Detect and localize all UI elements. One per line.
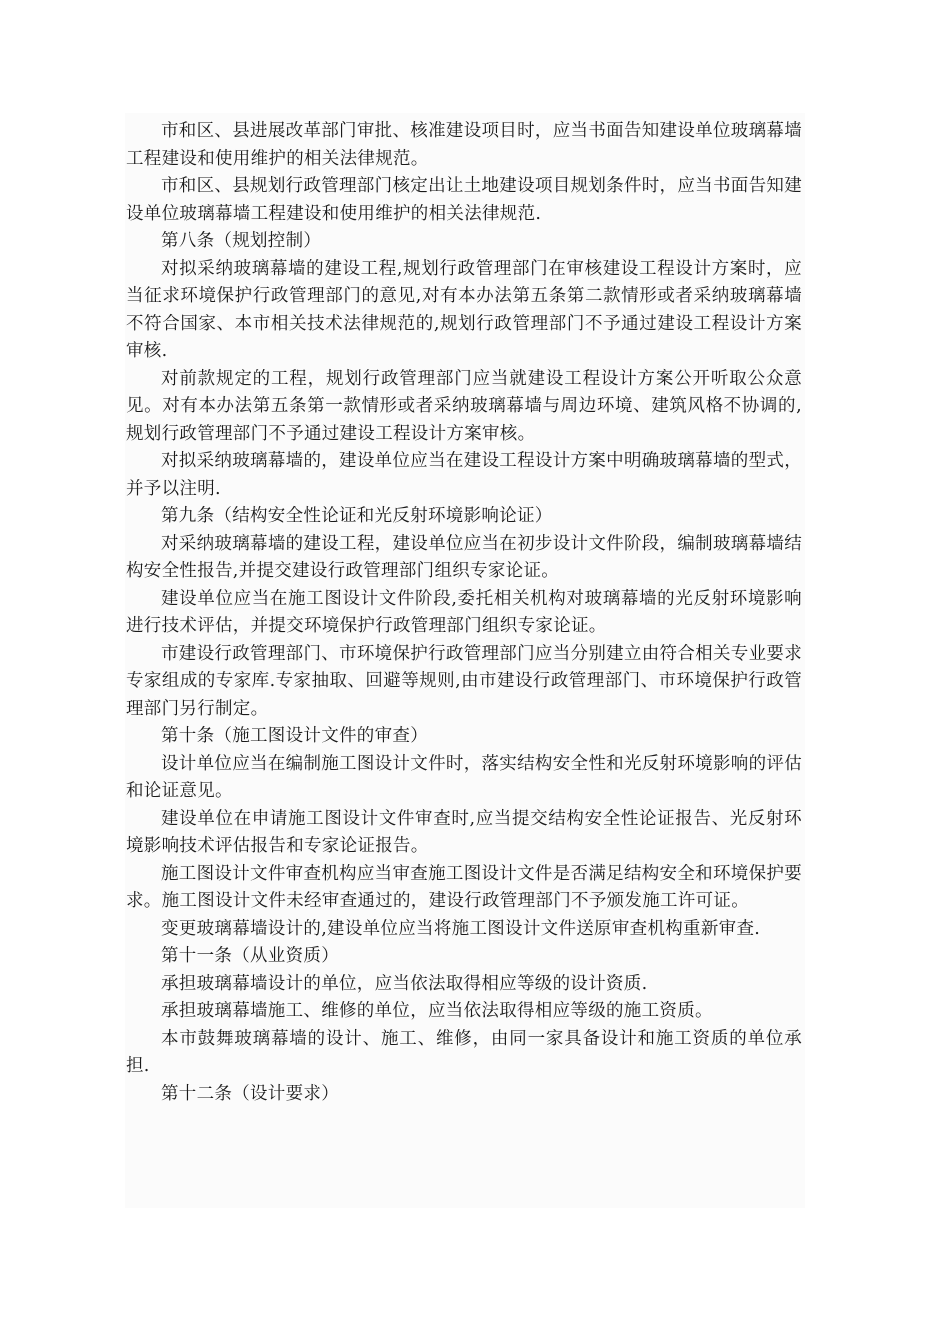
paragraph-light-reflection: 建设单位应当在施工图设计文件阶段,委托相关机构对玻璃幕墙的光反射环境影响进行技术评估，并提交环境保护行政管理部门组织专家论证。 bbox=[126, 588, 802, 636]
paragraph-single-contractor: 本市鼓舞玻璃幕墙的设计、施工、维修，由同一家具备设计和施工资质的单位承担. bbox=[126, 1028, 802, 1076]
document-body bbox=[126, 118, 802, 1108]
paragraph-design-unit: 设计单位应当在编制施工图设计文件时，落实结构安全性和光反射环境影响的评估和论证意见。 bbox=[126, 753, 802, 801]
paragraph-design-change: 变更玻璃幕墙设计的,建设单位应当将施工图设计文件送原审查机构重新审查. bbox=[161, 918, 761, 939]
paragraph-public-opinion: 对前款规定的工程，规划行政管理部门应当就建设工程设计方案公开听取公众意见。对有本办法第五条第一款情形或者采纳玻璃幕墙与周边环境、建筑风格不协调的,规划行政管理部门不予通过建设工程设计方案审核。 bbox=[126, 368, 802, 444]
article-10-heading: 第十条（施工图设计文件的审查） bbox=[161, 726, 428, 746]
article-8-heading: 第八条（规划控制） bbox=[161, 231, 322, 251]
article-9-heading: 第九条（结构安全性论证和光反射环境影响论证） bbox=[161, 506, 553, 526]
paragraph-construction-qualification: 承担玻璃幕墙施工、维修的单位，应当依法取得相应等级的施工资质。 bbox=[161, 1001, 713, 1021]
paragraph-approval-notice: 市和区、县进展改革部门审批、核准建设项目时，应当书面告知建设单位玻璃幕墙工程建设和使用维护的相关法律规范。 bbox=[126, 121, 802, 169]
paragraph-planning-notice: 市和区、县规划行政管理部门核定出让土地建设项目规划条件时，应当书面告知建设单位玻璃幕墙工程建设和使用维护的相关法律规范. bbox=[126, 176, 802, 224]
paragraph-review-application: 建设单位在申请施工图设计文件审查时,应当提交结构安全性论证报告、光反射环境影响技术评估报告和专家论证报告。 bbox=[126, 808, 802, 856]
article-11-heading: 第十一条（从业资质） bbox=[161, 946, 339, 966]
paragraph-design-review: 对拟采纳玻璃幕墙的建设工程,规划行政管理部门在审核建设工程设计方案时，应当征求环境保护行政管理部门的意见,对有本办法第五条第二款情形或者采纳玻璃幕墙不符合国家、本市相关技术法律规范的,规划行政管理部门不予通过建设工程设计方案审核. bbox=[126, 258, 802, 361]
article-12-heading: 第十二条（设计要求） bbox=[161, 1083, 339, 1104]
paragraph-curtain-wall-type: 对拟采纳玻璃幕墙的，建设单位应当在建设工程设计方案中明确玻璃幕墙的型式，并予以注明. bbox=[126, 451, 802, 499]
paragraph-design-qualification: 承担玻璃幕墙设计的单位，应当依法取得相应等级的设计资质. bbox=[161, 973, 648, 994]
paragraph-structural-safety: 对采纳玻璃幕墙的建设工程，建设单位应当在初步设计文件阶段，编制玻璃幕墙结构安全性报告,并提交建设行政管理部门组织专家论证。 bbox=[126, 533, 802, 581]
paragraph-review-agency: 施工图设计文件审查机构应当审查施工图设计文件是否满足结构安全和环境保护要求。施工图设计文件未经审查通过的，建设行政管理部门不予颁发施工许可证。 bbox=[126, 863, 802, 911]
paragraph-expert-database: 市建设行政管理部门、市环境保护行政管理部门应当分别建立由符合相关专业要求专家组成的专家库.专家抽取、回避等规则,由市建设行政管理部门、市环境保护行政管理部门另行制定。 bbox=[126, 643, 802, 719]
